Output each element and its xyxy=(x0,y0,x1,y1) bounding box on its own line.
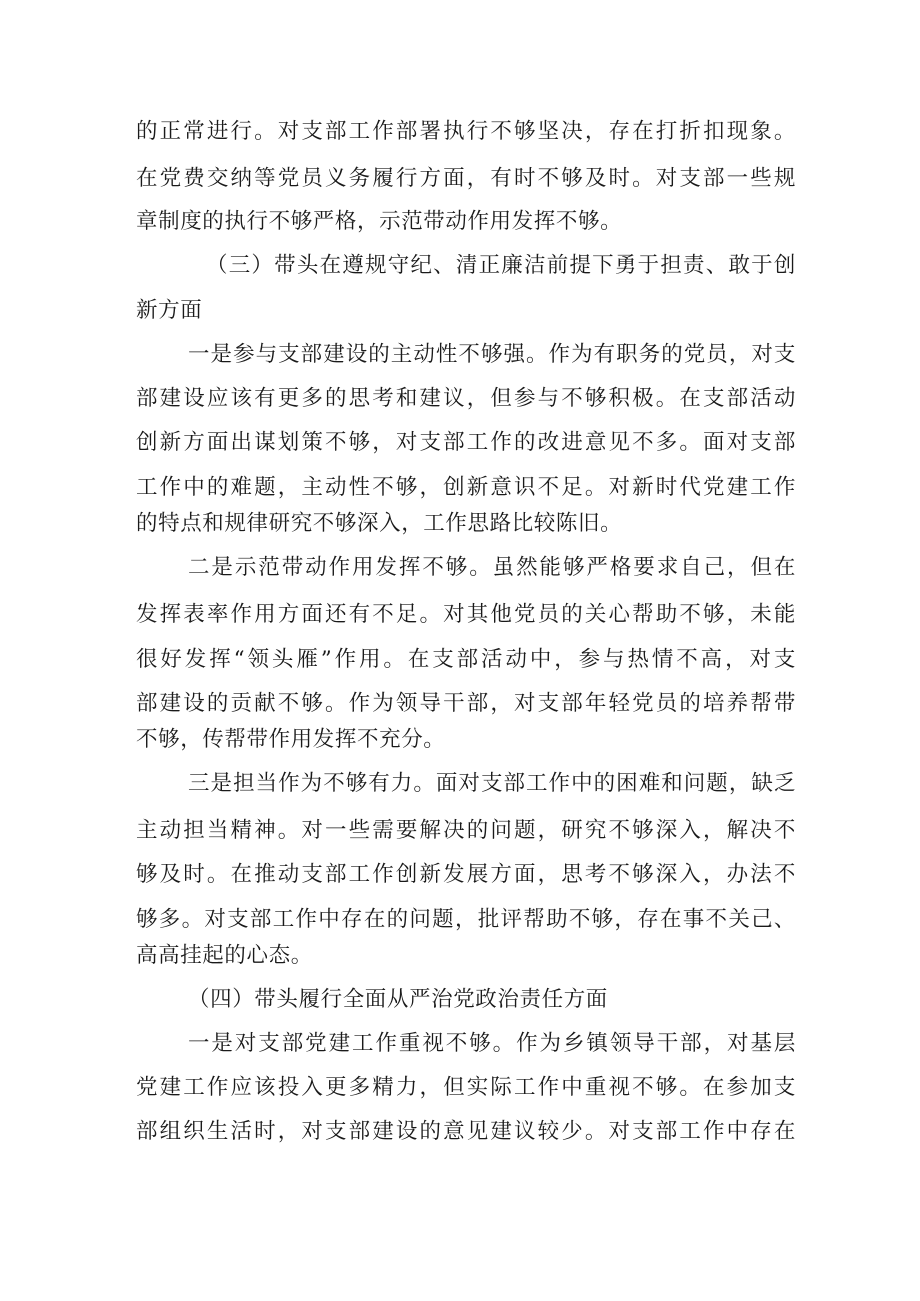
text-line: 章制度的执行不够严格，示范带动作用发挥不够。 xyxy=(136,209,623,234)
text-line: 够及时。在推动支部工作创新发展方面，思考不够深入，办法不 xyxy=(136,862,796,887)
text-line: 部建设的贡献不够。作为领导干部，对支部年轻党员的培养帮带 xyxy=(136,691,796,716)
text-line: 在党费交纳等党员义务履行方面，有时不够及时。对支部一些规 xyxy=(136,166,796,191)
text-line: 党建工作应该投入更多精力，但实际工作中重视不够。在参加支 xyxy=(136,1075,796,1100)
text-line: 主动担当精神。对一些需要解决的问题，研究不够深入，解决不 xyxy=(136,818,796,843)
text-line: 够多。对支部工作中存在的问题，批评帮助不够，存在事不关己、 xyxy=(136,907,796,932)
text-line: 的正常进行。对支部工作部署执行不够坚决，存在打折扣现象。 xyxy=(136,119,796,144)
text-line: 发挥表率作用方面还有不足。对其他党员的关心帮助不够，未能 xyxy=(136,602,796,627)
text-line: 一是对支部党建工作重视不够。作为乡镇领导干部，对基层 xyxy=(188,1031,796,1056)
text-line: 创新方面出谋划策不够，对支部工作的改进意见不多。面对支部 xyxy=(136,430,796,455)
text-line: 高高挂起的心态。 xyxy=(136,943,313,968)
text-line: 工作中的难题，主动性不够，创新意识不足。对新时代党建工作 xyxy=(136,475,796,500)
text-line: 的特点和规律研究不够深入，工作思路比较陈旧。 xyxy=(136,511,623,536)
section-heading: 新方面 xyxy=(136,298,203,323)
text-line: 一是参与支部建设的主动性不够强。作为有职务的党员，对支 xyxy=(188,342,796,367)
text-line: 二是示范带动作用发挥不够。虽然能够严格要求自己，但在 xyxy=(188,555,796,580)
text-line: 不够，传帮带作用发挥不充分。 xyxy=(136,727,446,752)
text-line: 很好发挥“领头雁”作用。在支部活动中，参与热情不高，对支 xyxy=(136,647,796,672)
text-line: 三是担当作为不够有力。面对支部工作中的困难和问题，缺乏 xyxy=(188,771,796,796)
section-heading: （四）带头履行全面从严治党政治责任方面 xyxy=(188,987,608,1012)
text-line: 部建设应该有更多的思考和建议，但参与不够积极。在支部活动 xyxy=(136,386,796,411)
text-line: 部组织生活时，对支部建设的意见建议较少。对支部工作中存在 xyxy=(136,1119,796,1144)
section-heading: （三）带头在遵规守纪、清正廉洁前提下勇于担责、敢于创 xyxy=(206,253,796,278)
